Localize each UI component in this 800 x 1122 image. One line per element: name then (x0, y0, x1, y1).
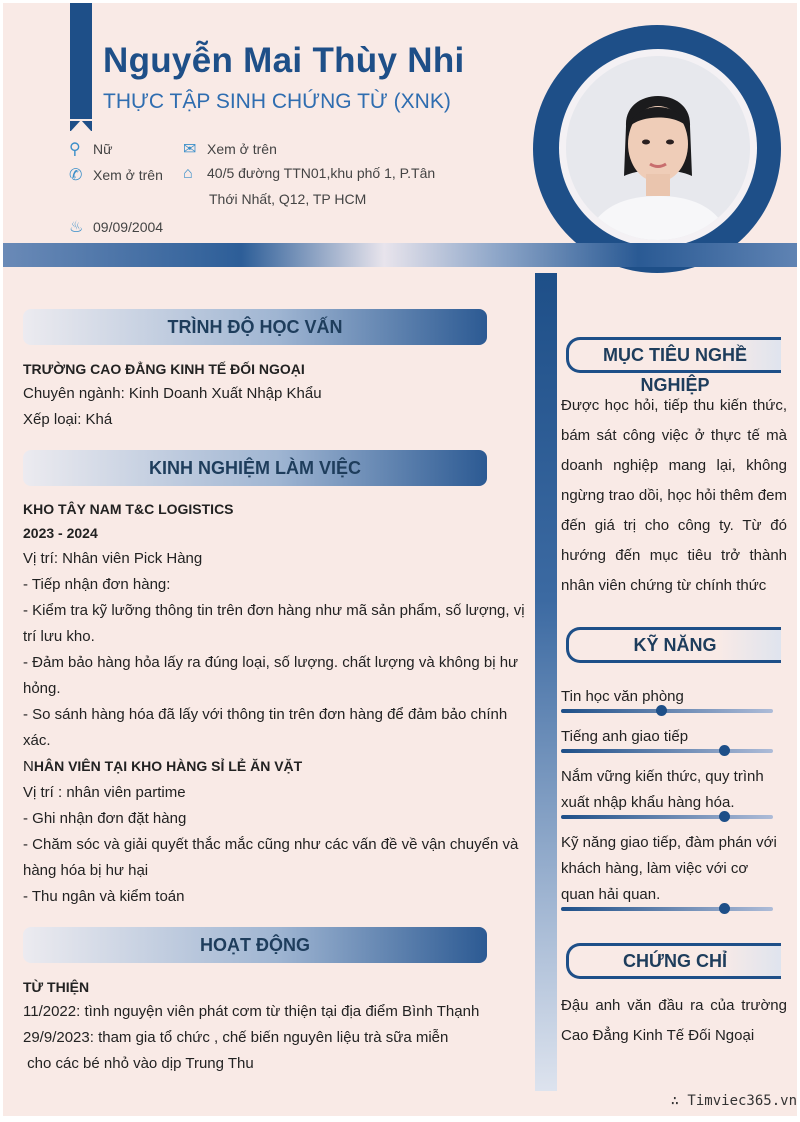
objective-heading: MỤC TIÊU NGHỀ NGHIỆP (566, 337, 781, 373)
skill-label: Kỹ năng giao tiếp, đàm phán với (561, 834, 777, 851)
activity-line: cho các bé nhỏ vào dịp Trung Thu (23, 1055, 254, 1072)
skill-label: Tin học văn phòng (561, 688, 684, 705)
company-2: NHÂN VIÊN TẠI KHO HÀNG SỈ LẺ ĂN VẶT (23, 758, 303, 775)
gender-info: ⚲ Nữ (69, 141, 113, 158)
exp1-line: Vị trí: Nhân viên Pick Hàng (23, 550, 203, 567)
column-divider-bar (535, 273, 557, 1091)
skills-heading: KỸ NĂNG (566, 627, 781, 663)
skill-level-dot (719, 811, 730, 822)
address-info: ⌂ 40/5 đường TTN01,khu phố 1, P.Tân (183, 165, 436, 182)
experience-heading: KINH NGHIỆM LÀM VIỆC (23, 450, 487, 486)
header-divider-bar (3, 243, 797, 267)
job-title: THỰC TẬP SINH CHỨNG TỪ (XNK) (103, 90, 451, 113)
exp2-line: - Thu ngân và kiểm toán (23, 888, 185, 905)
email-icon: ✉ (183, 141, 197, 158)
skill-bar (561, 815, 773, 819)
exp2-line: hàng hóa bị hư hại (23, 862, 149, 879)
skill-bar (561, 749, 773, 753)
phone-icon: ✆ (69, 167, 83, 184)
skill-level-dot (656, 705, 667, 716)
exp1-line: - So sánh hàng hóa đã lấy với thông tin trên đơn hàng để đảm bảo chính (23, 706, 508, 723)
rank: Xếp loại: Khá (23, 411, 113, 428)
major: Chuyên ngành: Kinh Doanh Xuất Nhập Khẩu (23, 385, 322, 402)
objective-text: Được học hỏi, tiếp thu kiến thức, bám sát công việc ở thực tế mà doanh nghiệp mang lại, không ngừng trao dồi, học hỏi thêm đem đến giá trị cho công ty. Từ đó hướng đến mục tiêu trở thành nhân viên chứng từ chính thức (561, 397, 787, 594)
bookmark-ribbon (70, 3, 92, 131)
birthday-info: ♨ 09/09/2004 (69, 219, 164, 236)
exp2-line: - Ghi nhận đơn đặt hàng (23, 810, 187, 827)
activities-heading: HOẠT ĐỘNG (23, 927, 487, 963)
candidate-name: Nguyễn Mai Thùy Nhi (103, 41, 465, 80)
certificates-heading: CHỨNG CHỈ (566, 943, 781, 979)
skill-label: khách hàng, làm việc với cơ (561, 860, 749, 877)
skill-level-dot (719, 745, 730, 756)
skill-label: Nắm vững kiến thức, quy trình (561, 768, 764, 785)
activity-group: TỪ THIỆN (23, 979, 90, 995)
exp2-line: Vị trí : nhân viên partime (23, 784, 186, 801)
certificate-line: Cao Đẳng Kinh Tế Đối Ngoại (561, 1027, 755, 1044)
profile-photo (566, 56, 750, 240)
activity-line: 11/2022: tình nguyện viên phát cơm từ thiện tại địa điểm Bình Thạnh (23, 1003, 480, 1020)
activity-line: 29/9/2023: tham gia tổ chức , chế biến nguyên liệu trà sữa miễn (23, 1029, 449, 1046)
email-info: ✉ Xem ở trên (183, 141, 277, 158)
skill-label: quan hải quan. (561, 886, 661, 903)
skill-level-dot (719, 903, 730, 914)
certificate-line: Đậu anh văn đầu ra của trường (561, 997, 787, 1014)
exp1-line: - Đảm bảo hàng hỏa lấy ra đúng loại, số lượng. chất lượng và không bị hư (23, 654, 519, 671)
education-heading: TRÌNH ĐỘ HỌC VẤN (23, 309, 487, 345)
exp1-line: trí lưu kho. (23, 628, 95, 645)
exp1-line: - Tiếp nhận đơn hàng: (23, 576, 171, 593)
phone-info: ✆ Xem ở trên (69, 167, 163, 184)
skill-label: xuất nhập khẩu hàng hóa. (561, 794, 735, 811)
period-1: 2023 - 2024 (23, 525, 98, 541)
company-1: KHO TÂY NAM T&C LOGISTICS (23, 501, 234, 517)
exp2-line: - Chăm sóc và giải quyết thắc mắc cũng như các vấn đề về vận chuyển và (23, 836, 519, 853)
exp1-line: xác. (23, 732, 51, 749)
watermark-brand: ∴ Timviec365.vn (670, 1093, 797, 1109)
birthday-icon: ♨ (69, 219, 84, 236)
gender-icon: ⚲ (69, 141, 81, 158)
resume-page (3, 3, 797, 1116)
exp1-line: - Kiểm tra kỹ lưỡng thông tin trên đơn hàng như mã sản phẩm, số lượng, vị (23, 602, 525, 619)
address-line-2: Thới Nhất, Q12, TP HCM (209, 191, 367, 207)
exp1-line: hỏng. (23, 680, 61, 697)
school-name: TRƯỜNG CAO ĐẲNG KINH TẾ ĐỐI NGOẠI (23, 361, 305, 377)
skill-bar (561, 907, 773, 911)
skill-label: Tiếng anh giao tiếp (561, 728, 689, 745)
home-icon: ⌂ (183, 165, 193, 182)
skill-bar (561, 709, 773, 713)
